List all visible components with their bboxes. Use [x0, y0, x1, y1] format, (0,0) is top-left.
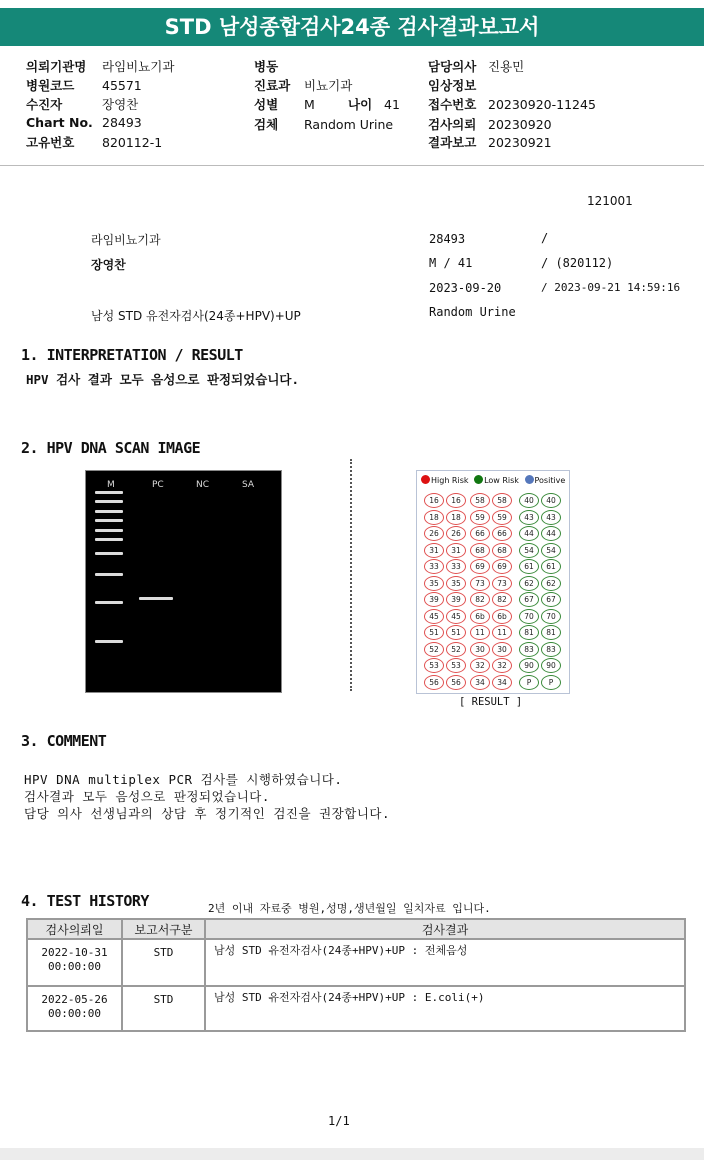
hpv-type-marker: 43 — [519, 510, 539, 525]
column-header: 검사결과 — [205, 919, 685, 939]
hpv-type-marker: 44 — [541, 526, 561, 541]
hpv-type-marker: 70 — [541, 609, 561, 624]
result-panel — [416, 470, 570, 694]
footer-bar — [0, 1148, 704, 1160]
report-code: 121001 — [587, 194, 633, 208]
hpv-type-marker: 32 — [492, 658, 512, 673]
report-title: STD 남성종합검사24종 검사결과보고서 — [0, 8, 704, 46]
hpv-type-marker: 59 — [470, 510, 490, 525]
positive-legend-dot — [525, 475, 534, 484]
section-test-history-title: 4. TEST HISTORY — [21, 892, 149, 910]
header-row-request-date: 검사의뢰 20230920 — [428, 117, 552, 132]
hpv-type-marker: 6b — [470, 609, 490, 624]
table-row — [27, 939, 685, 986]
marker-band — [95, 510, 123, 513]
hpv-type-marker: 90 — [519, 658, 539, 673]
section-scan-image-title: 2. HPV DNA SCAN IMAGE — [21, 439, 201, 457]
summary-patient: 장영찬 — [91, 258, 126, 272]
header-row-clinical-info: 임상정보 — [428, 78, 477, 93]
result-legend: High Risk Low Risk Positive — [421, 475, 565, 485]
hpv-type-marker: 51 — [424, 625, 444, 640]
summary-receipt-date: 2023-09-20 — [429, 281, 502, 295]
page-number: 1/1 — [328, 1114, 350, 1128]
hpv-type-marker: 45 — [446, 609, 466, 624]
column-header: 검사의뢰일 — [27, 919, 122, 939]
summary-birth: / (820112) — [541, 256, 614, 270]
hpv-type-marker: 35 — [424, 576, 444, 591]
hpv-type-marker: 32 — [470, 658, 490, 673]
header-row-chart-no: Chart No. 28493 — [26, 115, 142, 130]
result-caption: [ RESULT ] — [459, 696, 523, 708]
hpv-type-marker: 56 — [446, 675, 466, 690]
hpv-type-marker: 73 — [470, 576, 490, 591]
hpv-type-marker: 67 — [519, 592, 539, 607]
hpv-type-marker: 68 — [492, 543, 512, 558]
test-history-note: 2년 이내 자료중 병원,성명,생년월일 일치자료 입니다. — [208, 902, 491, 915]
hpv-type-marker: 70 — [519, 609, 539, 624]
table-header-row — [27, 919, 685, 939]
header-row-department: 진료과 비뇨기과 — [254, 78, 353, 93]
hpv-type-marker: 58 — [470, 493, 490, 508]
hpv-type-marker: 33 — [424, 559, 444, 574]
gel-lane-label: PC — [152, 480, 164, 490]
hpv-type-marker: 58 — [492, 493, 512, 508]
hpv-type-marker: P — [541, 675, 561, 690]
hpv-type-marker: 34 — [492, 675, 512, 690]
hpv-type-marker: 68 — [470, 543, 490, 558]
marker-band — [95, 573, 123, 576]
summary-specimen: Random Urine — [429, 305, 516, 319]
marker-band — [95, 529, 123, 532]
history-date: 2022-10-31 — [41, 946, 108, 959]
hpv-type-marker: 69 — [492, 559, 512, 574]
history-date-cell — [27, 939, 122, 986]
high-risk-legend-dot — [421, 475, 430, 484]
hpv-type-marker: 40 — [541, 493, 561, 508]
hpv-type-marker: 69 — [470, 559, 490, 574]
hpv-type-marker: 82 — [492, 592, 512, 607]
marker-band — [95, 601, 123, 604]
header-row-report-date: 결과보고 20230921 — [428, 135, 552, 150]
hpv-type-marker: 53 — [424, 658, 444, 673]
hpv-type-marker: 83 — [519, 642, 539, 657]
hpv-type-marker: 59 — [492, 510, 512, 525]
hpv-type-marker: 33 — [446, 559, 466, 574]
hpv-type-marker: 61 — [541, 559, 561, 574]
hpv-type-marker: 11 — [470, 625, 490, 640]
history-date-cell — [27, 986, 122, 1031]
history-time: 00:00:00 — [48, 960, 101, 973]
low-risk-legend-dot — [474, 475, 483, 484]
hpv-type-marker: 6b — [492, 609, 512, 624]
hpv-type-marker: 54 — [541, 543, 561, 558]
hpv-type-marker: 35 — [446, 576, 466, 591]
marker-band — [95, 538, 123, 541]
header-row-specimen: 검체 Random Urine — [254, 117, 394, 132]
hpv-type-marker: 39 — [446, 592, 466, 607]
summary-gender-age: M / 41 — [429, 256, 473, 270]
gel-lane-label: M — [107, 480, 115, 490]
hpv-type-marker: 26 — [446, 526, 466, 541]
hpv-type-marker: 30 — [470, 642, 490, 657]
marker-band — [95, 491, 123, 494]
hpv-type-marker: 62 — [541, 576, 561, 591]
column-header: 보고서구분 — [122, 919, 205, 939]
gel-electrophoresis-image — [86, 471, 281, 692]
hpv-type-marker: 30 — [492, 642, 512, 657]
marker-band — [95, 552, 123, 555]
header-row-receipt-no: 접수번호 20230920-11245 — [428, 97, 596, 112]
summary-chart-no: 28493 — [429, 232, 466, 246]
hpv-type-marker: 62 — [519, 576, 539, 591]
hpv-type-marker: 66 — [470, 526, 490, 541]
hpv-type-marker: 39 — [424, 592, 444, 607]
header-row-ward: 병동 — [254, 59, 279, 74]
test-history-table — [26, 918, 686, 1032]
hpv-type-marker: 43 — [541, 510, 561, 525]
history-result: 남성 STD 유전자검사(24종+HPV)+UP : E.coli(+) — [205, 986, 685, 1031]
hpv-type-marker: 52 — [446, 642, 466, 657]
hpv-type-marker: 67 — [541, 592, 561, 607]
hpv-type-marker: 18 — [424, 510, 444, 525]
hpv-type-marker: 81 — [519, 625, 539, 640]
image-divider — [350, 459, 352, 691]
history-time: 00:00:00 — [48, 1007, 101, 1020]
header-divider — [0, 165, 704, 166]
hpv-type-marker: 56 — [424, 675, 444, 690]
hpv-type-marker: 51 — [446, 625, 466, 640]
positive-control-band — [139, 597, 173, 600]
hpv-type-marker: 40 — [519, 493, 539, 508]
marker-band — [95, 500, 123, 503]
history-result: 남성 STD 유전자검사(24종+HPV)+UP : 전체음성 — [205, 939, 685, 986]
comment-line: 검사결과 모두 음성으로 판정되었습니다. — [24, 789, 270, 804]
history-type: STD — [122, 986, 205, 1031]
hpv-type-marker: 45 — [424, 609, 444, 624]
hpv-type-marker: 34 — [470, 675, 490, 690]
section-comment-title: 3. COMMENT — [21, 732, 107, 750]
summary-test-name: 남성 STD 유전자검사(24종+HPV)+UP — [91, 309, 301, 323]
hpv-type-marker: 26 — [424, 526, 444, 541]
hpv-type-marker: 61 — [519, 559, 539, 574]
hpv-type-marker: 52 — [424, 642, 444, 657]
hpv-type-marker: 11 — [492, 625, 512, 640]
history-type: STD — [122, 939, 205, 986]
header-row-gender: 성별 M 나이 41 — [254, 97, 400, 112]
hpv-type-marker: 44 — [519, 526, 539, 541]
summary-clinic: 라임비뇨기과 — [91, 233, 161, 247]
gel-lane-label: NC — [196, 480, 210, 490]
hpv-type-marker: P — [519, 675, 539, 690]
hpv-type-marker: 54 — [519, 543, 539, 558]
hpv-type-marker: 82 — [470, 592, 490, 607]
marker-band — [95, 640, 123, 643]
header-row-patient: 수진자 장영찬 — [26, 97, 139, 112]
hpv-type-marker: 18 — [446, 510, 466, 525]
summary-slash: / — [541, 231, 549, 245]
hpv-type-marker: 16 — [424, 493, 444, 508]
hpv-type-marker: 83 — [541, 642, 561, 657]
gel-lane-label: SA — [242, 480, 255, 490]
header-row-hospital-code: 병원코드 45571 — [26, 78, 142, 93]
hpv-type-marker: 31 — [424, 543, 444, 558]
header-row-clinic: 의뢰기관명 라임비뇨기과 — [26, 59, 175, 74]
hpv-type-marker: 73 — [492, 576, 512, 591]
hpv-type-marker: 81 — [541, 625, 561, 640]
history-date: 2022-05-26 — [41, 993, 108, 1006]
summary-report-datetime: / 2023-09-21 14:59:16 — [541, 281, 681, 294]
marker-band — [95, 519, 123, 522]
comment-line: HPV DNA multiplex PCR 검사를 시행하였습니다. — [24, 772, 343, 787]
hpv-type-marker: 90 — [541, 658, 561, 673]
table-row — [27, 986, 685, 1031]
hpv-type-marker: 31 — [446, 543, 466, 558]
header-row-doctor: 담당의사 진용민 — [428, 59, 525, 74]
comment-line: 담당 의사 선생님과의 상담 후 정기적인 검진을 권장합니다. — [24, 806, 391, 821]
section-interpretation-title: 1. INTERPRETATION / RESULT — [21, 346, 243, 364]
header-row-unique-no: 고유번호 820112-1 — [26, 135, 163, 150]
hpv-type-marker: 66 — [492, 526, 512, 541]
hpv-type-marker: 16 — [446, 493, 466, 508]
hpv-type-marker: 53 — [446, 658, 466, 673]
interpretation-text: HPV 검사 결과 모두 음성으로 판정되었습니다. — [26, 372, 300, 387]
